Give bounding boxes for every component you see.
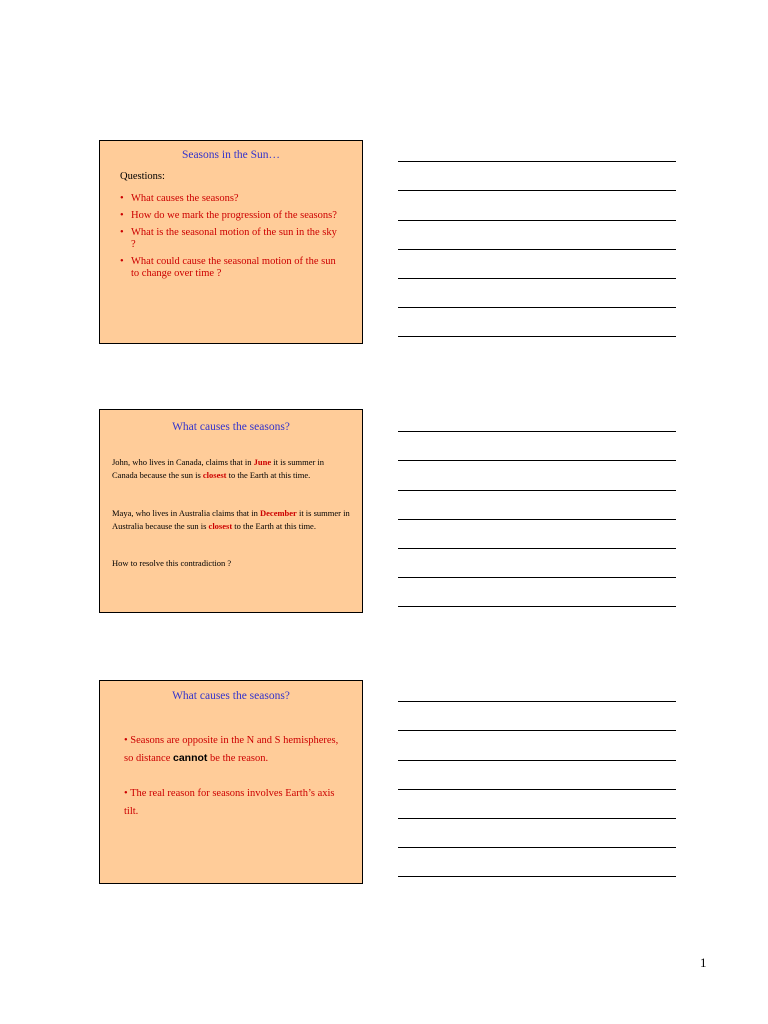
note-line [398, 336, 676, 337]
bullet-distance [124, 732, 344, 767]
note-line [398, 730, 676, 731]
list-item: • What causes the seasons? [120, 193, 340, 205]
slide-thumbnail-3 [99, 680, 363, 884]
slide-title: What causes the seasons? [172, 421, 290, 433]
text-run: • Seasons are opposite in the N and S hemispheres, so distance [124, 735, 339, 764]
closest-emphasis: closest [202, 469, 227, 480]
month-december: December [260, 508, 297, 518]
page-number: 1 [700, 955, 707, 970]
note-line [398, 190, 676, 191]
note-line [398, 490, 676, 491]
text-run: Maya, who lives in Australia claims that in [112, 508, 261, 518]
note-line [398, 789, 676, 790]
text-run: it is summer in Canada because the sun is [112, 457, 325, 480]
question-list [120, 193, 340, 285]
bullet-axis-tilt: • The real reason for seasons involves Earth’s axis tilt. [124, 788, 335, 817]
list-item: • What could cause the seasonal motion of the sun to change over time ? [120, 256, 340, 280]
note-line [398, 460, 676, 461]
note-line [398, 760, 676, 761]
john-paragraph [112, 456, 350, 481]
note-line [398, 220, 676, 221]
text-run: be the reason. [207, 752, 269, 764]
cannot-emphasis: cannot [173, 751, 208, 764]
slide-title: What causes the seasons? [172, 690, 290, 702]
note-line [398, 548, 676, 549]
closest-emphasis: closest [208, 520, 233, 531]
questions-label: Questions: [120, 171, 165, 182]
note-line [398, 278, 676, 279]
slide-title: Seasons in the Sun… [181, 149, 281, 161]
note-line [398, 847, 676, 848]
note-line [398, 519, 676, 520]
contradiction-question: How to resolve this contradiction ? [112, 558, 232, 568]
month-june: June [253, 457, 272, 467]
text-run: John, who lives in Canada, claims that in [112, 457, 254, 467]
note-line [398, 431, 676, 432]
slide-thumbnail-2 [99, 409, 363, 613]
note-line [398, 818, 676, 819]
slide-thumbnail-1 [99, 140, 363, 344]
note-line [398, 307, 676, 308]
note-line [398, 161, 676, 162]
list-item: • What is the seasonal motion of the sun in the sky ? [120, 227, 340, 251]
text-run: to the Earth at this time. [226, 469, 311, 480]
list-item: • How do we mark the progression of the seasons? [120, 210, 340, 222]
note-line [398, 577, 676, 578]
maya-paragraph [112, 507, 350, 532]
note-line [398, 876, 676, 877]
text-run: to the Earth at this time. [232, 520, 316, 531]
note-line [398, 249, 676, 250]
text-run: it is summer in Australia because the sun is [112, 508, 350, 531]
note-line [398, 701, 676, 702]
note-line [398, 606, 676, 607]
